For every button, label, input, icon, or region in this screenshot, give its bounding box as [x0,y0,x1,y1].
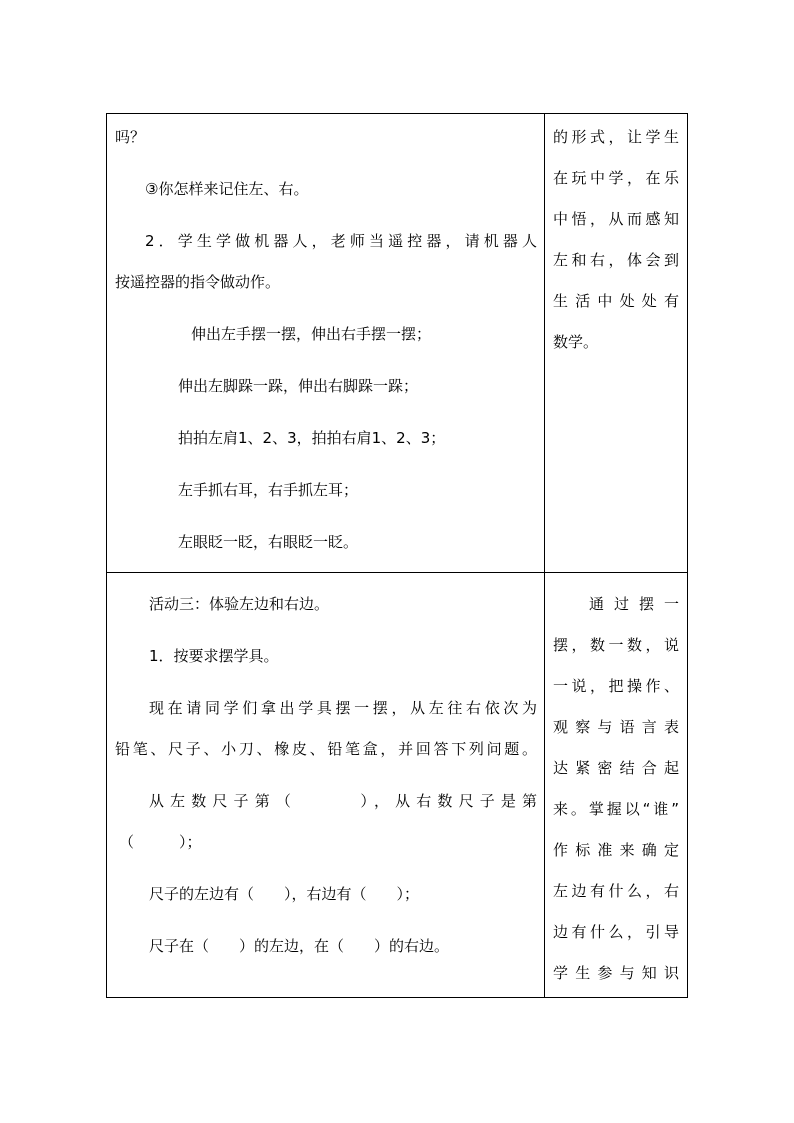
row1-main-line-2: ③你怎样来记住左、右。 [145,180,309,198]
row2-side-line-6: 来。掌握以“谁” [553,800,679,818]
row1-main-line-8: 左手抓右耳，右手抓左耳； [178,481,359,499]
row2-main-line-8: 尺子在（ ）的左边，在（ ）的右边。 [149,937,450,955]
row2-main-line-2: 1．按要求摆学具。 [149,647,279,665]
row2-main-line-5: 从左数尺子第（ ），从右数尺子是第 [149,792,537,810]
row2-side-line-7: 作标准来确定 [553,841,679,859]
column-divider [544,114,545,997]
row1-side-line-4: 左和右，体会到 [553,251,679,269]
row2-main-line-3: 现在请同学们拿出学具摆一摆，从左往右依次为 [149,699,537,717]
row1-side-line-5: 生活中处处有 [553,292,679,310]
row1-main-line-7: 拍拍左肩1、2、3，拍拍右肩1、2、3； [178,429,446,447]
row2-side-line-3: 一说，把操作、 [553,677,679,695]
row1-main-line-5: 伸出左手摆一摆，伸出右手摆一摆； [191,325,432,343]
row1-side-line-1: 的形式，让学生 [553,128,679,146]
row1-side-line-6: 数学。 [553,333,599,351]
row1-side-line-2: 在玩中学，在乐 [553,169,679,187]
row1-main-line-3: 2．学生学做机器人，老师当遥控器，请机器人 [145,232,537,250]
row1-main-line-9: 左眼眨一眨，右眼眨一眨。 [178,533,359,551]
row2-side-line-8: 左边有什么，右 [553,882,679,900]
row2-side-line-1: 通过摆一 [589,595,679,613]
row2-main-line-7: 尺子的左边有（ ），右边有（ ）； [149,885,420,903]
row2-side-line-9: 边有什么，引导 [553,923,679,941]
row1-side-line-3: 中悟，从而感知 [553,210,679,228]
row1-main-line-1: 吗？ [115,128,146,146]
row1-main-line-6: 伸出左脚跺一跺，伸出右脚跺一跺； [178,377,419,395]
row2-side-line-5: 达紧密结合起 [553,759,679,777]
lesson-plan-table [106,113,688,998]
row2-main-line-6: （ ）； [119,833,202,851]
row2-main-line-1: 活动三：体验左边和右边。 [149,595,330,613]
row1-main-line-4: 按遥控器的指令做动作。 [115,273,281,291]
row2-side-line-10: 学生参与知识 [553,964,679,982]
row2-side-line-2: 摆，数一数，说 [553,636,679,654]
row2-main-line-4: 铅笔、尺子、小刀、橡皮、铅笔盒，并回答下列问题。 [115,740,537,758]
row-divider [107,572,687,573]
row2-side-line-4: 观察与语言表 [553,718,679,736]
